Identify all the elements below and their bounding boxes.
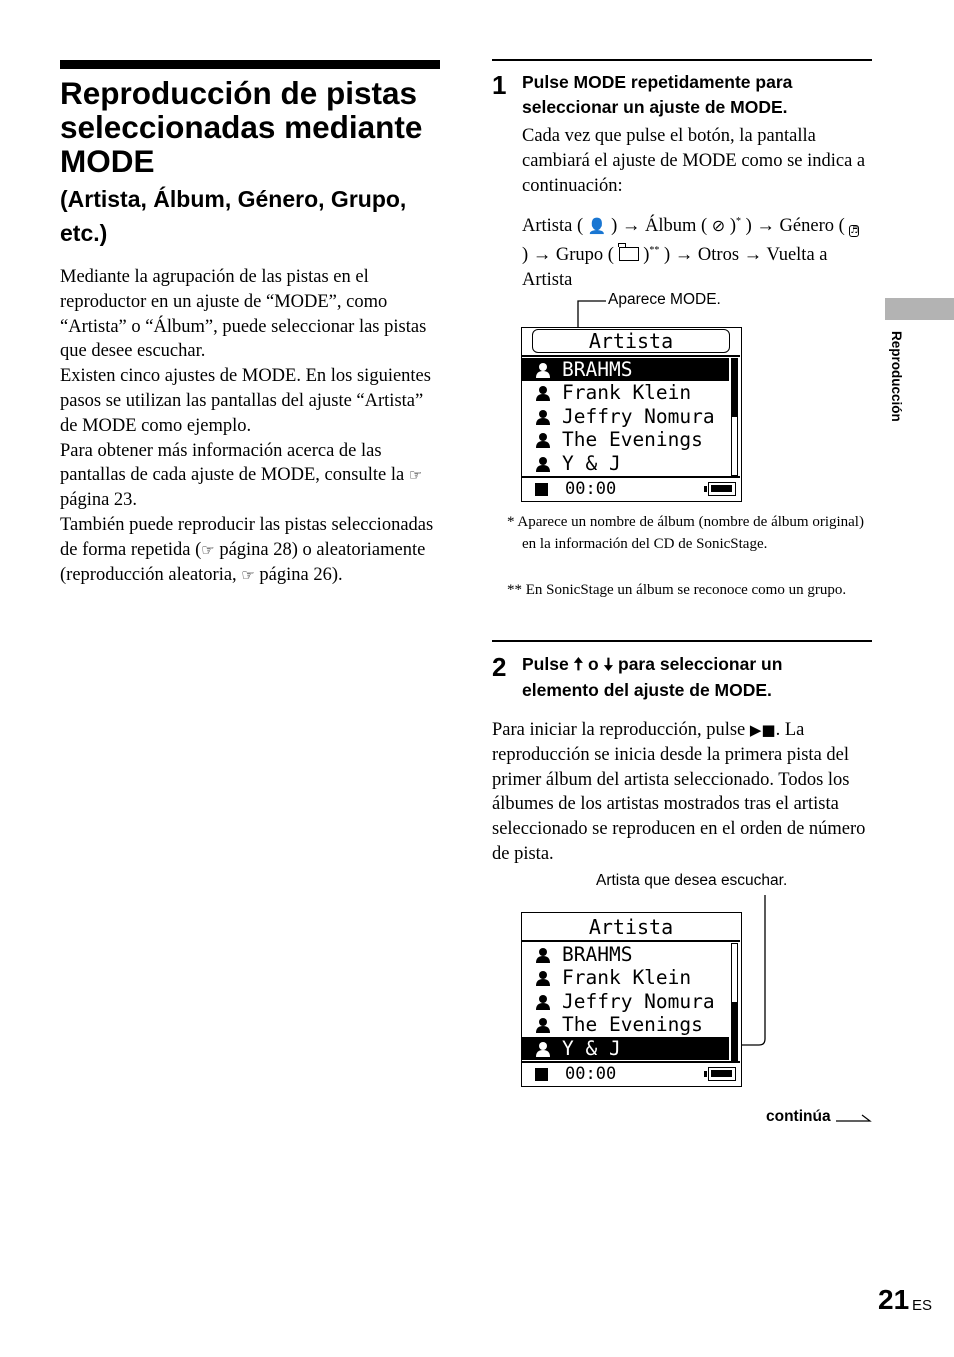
step2-number: 2 xyxy=(492,652,507,682)
step2-rule xyxy=(492,640,872,642)
battery-icon xyxy=(708,1067,736,1081)
player-screen-1 xyxy=(521,327,742,502)
step2-body xyxy=(492,718,870,867)
page-ref-icon: ☞ xyxy=(241,565,255,584)
page-ref-icon: ☞ xyxy=(408,466,423,485)
artist-icon xyxy=(535,385,551,401)
intro-p3-b: página 23. xyxy=(60,490,138,511)
artist-name: Jeffry Nomura xyxy=(562,989,715,1013)
intro-text xyxy=(60,265,440,587)
seq-artista: Artista ( xyxy=(522,216,584,237)
seq-grupo-mark: ** xyxy=(649,244,660,256)
screen2-time: 00:00 xyxy=(565,1064,617,1084)
intro-p4-b: página 28) o aleatoriamente (reproducción aleatoria, xyxy=(60,539,426,585)
mode-sequence: Artista ( 👤 ) → Álbum ( ⊘ )* ) → Género ( ♬ ) → Grupo ( )** ) → Otros → Vuelta a Artista xyxy=(522,216,859,290)
stop-icon xyxy=(535,1068,548,1081)
artist-icon xyxy=(535,362,551,378)
section-side-label xyxy=(884,331,908,451)
screen1-title: Artista xyxy=(532,329,730,353)
artist-list-item[interactable] xyxy=(522,966,729,989)
page-number: 21 xyxy=(878,1284,910,1315)
artist-name: BRAHMS xyxy=(562,358,633,381)
artist-list-item[interactable] xyxy=(522,358,729,381)
step1-number: 1 xyxy=(492,70,507,100)
step1-heading: Pulse MODE repetidamente para seleccionar un ajuste de MODE. xyxy=(522,72,793,117)
step1-rule xyxy=(492,59,872,61)
step2-heading-a: Pulse xyxy=(522,654,574,674)
artist-icon xyxy=(535,456,551,472)
seq-otros: ) → Otros → Vuelta a Artista xyxy=(522,245,828,290)
seq-genero: ) → Género ( xyxy=(745,216,845,237)
screen1-scroll-thumb xyxy=(732,359,737,417)
up-arrow-icon: 🠅 xyxy=(573,655,584,675)
screen2-title: Artista xyxy=(588,915,674,939)
screen2-status-bar xyxy=(522,1062,740,1086)
player-screen-2 xyxy=(521,912,742,1087)
callout-artista-desea: Artista que desea escuchar. xyxy=(596,872,788,889)
callout-aparece-mode: Aparece MODE. xyxy=(608,291,721,308)
battery-icon xyxy=(708,482,736,496)
footnote-2: ** En SonicStage un álbum se reconoce como un grupo. xyxy=(507,582,847,598)
artist-list-item[interactable] xyxy=(522,452,729,475)
seq-album: ) → Álbum ( xyxy=(611,216,708,237)
artist-icon xyxy=(535,432,551,448)
artist-icon xyxy=(535,970,551,986)
artist-name: Frank Klein xyxy=(562,966,692,990)
stop-icon xyxy=(535,483,548,496)
continua-label: continúa xyxy=(766,1108,831,1125)
artist-list-item[interactable] xyxy=(522,428,729,451)
title-rule xyxy=(60,60,440,69)
person-icon: 👤 xyxy=(587,217,607,236)
artist-name: Y & J xyxy=(562,1036,621,1060)
page-ref-icon: ☞ xyxy=(201,540,215,559)
screen2-scrollbar xyxy=(731,943,738,1061)
section-side-label-text: Reproducción xyxy=(889,331,904,422)
screen2-scroll-thumb xyxy=(732,1002,737,1060)
artist-name: BRAHMS xyxy=(562,943,633,966)
intro-p3-a: Para obtener más información acerca de las pantallas de cada ajuste de MODE, consulte la xyxy=(60,440,409,486)
step2-heading-o: o xyxy=(583,654,604,674)
intro-paragraph-3 xyxy=(60,439,440,513)
artist-list-item[interactable] xyxy=(522,405,729,428)
seq-grupo: ) → Grupo ( xyxy=(522,245,614,266)
down-arrow-icon: 🠇 xyxy=(603,655,614,675)
artist-icon xyxy=(535,994,551,1010)
footnote-1: * Aparece un nombre de álbum (nombre de álbum original) en la información del CD de SonicStage. xyxy=(507,514,864,552)
step2-body-b: . La reproducción se inicia desde la primera pista del primer álbum del artista seleccionado. Todos los álbumes de los artistas mostrados tras el artista seleccionado se reproducen en el orden de número de pista. xyxy=(492,720,866,864)
screen1-separator xyxy=(522,355,740,357)
artist-name: The Evenings xyxy=(562,428,703,452)
step2-body-a: Para iniciar la reproducción, pulse xyxy=(492,720,750,740)
artist-list-item[interactable] xyxy=(522,1037,729,1060)
play-stop-icon: ▶■ xyxy=(749,721,776,739)
step2-heading-b: para seleccionar un elemento del ajuste de MODE. xyxy=(522,654,783,700)
artist-icon xyxy=(535,1017,551,1033)
callout-line-1 xyxy=(570,296,610,330)
disc-icon: ⊘ xyxy=(711,216,726,236)
screen2-separator xyxy=(522,940,740,942)
step2-heading xyxy=(522,652,862,703)
seq-album-mark: * xyxy=(736,216,741,227)
intro-paragraph-4 xyxy=(60,513,440,587)
artist-icon xyxy=(535,947,551,963)
artist-icon xyxy=(535,409,551,425)
intro-p4-a: También puede reproducir las pistas seleccionadas de forma repetida ( xyxy=(60,514,434,560)
intro-p4-c: página 26). xyxy=(254,564,343,585)
artist-name: The Evenings xyxy=(562,1013,703,1037)
intro-paragraph-2: Existen cinco ajustes de MODE. En los siguientes pasos se utilizan las pantallas del ajuste “Artista” de MODE como ejemplo. xyxy=(60,366,431,436)
artist-name: Jeffry Nomura xyxy=(562,404,715,428)
intro-paragraph-1: Mediante la agrupación de las pistas en el reproductor en un ajuste de “MODE”, como “Artista” o “Álbum”, puede seleccionar las pistas que desee escuchar. xyxy=(60,267,427,362)
artist-list-item[interactable] xyxy=(522,943,729,966)
screen1-status-bar xyxy=(522,477,740,501)
artist-name: Frank Klein xyxy=(562,381,692,405)
page-language: ES xyxy=(912,1297,933,1314)
section-tab xyxy=(885,298,954,320)
page-title: Reproducción de pistas seleccionadas mediante MODE xyxy=(60,75,423,179)
artist-list-item[interactable] xyxy=(522,1013,729,1036)
continua-arrow-icon xyxy=(836,1112,872,1124)
artist-icon xyxy=(535,1041,551,1057)
screen1-scrollbar xyxy=(731,358,738,476)
genre-icon: ♬ xyxy=(850,226,859,237)
folder-icon xyxy=(619,247,639,261)
step1-body: Cada vez que pulse el botón, la pantalla cambiará el ajuste de MODE como se indica a continuación: xyxy=(522,126,866,196)
artist-list-item[interactable] xyxy=(522,381,729,404)
page-subtitle: (Artista, Álbum, Género, Grupo, etc.) xyxy=(60,186,407,246)
artist-list-item[interactable] xyxy=(522,990,729,1013)
screen1-time: 00:00 xyxy=(565,479,617,499)
artist-name: Y & J xyxy=(562,451,621,475)
